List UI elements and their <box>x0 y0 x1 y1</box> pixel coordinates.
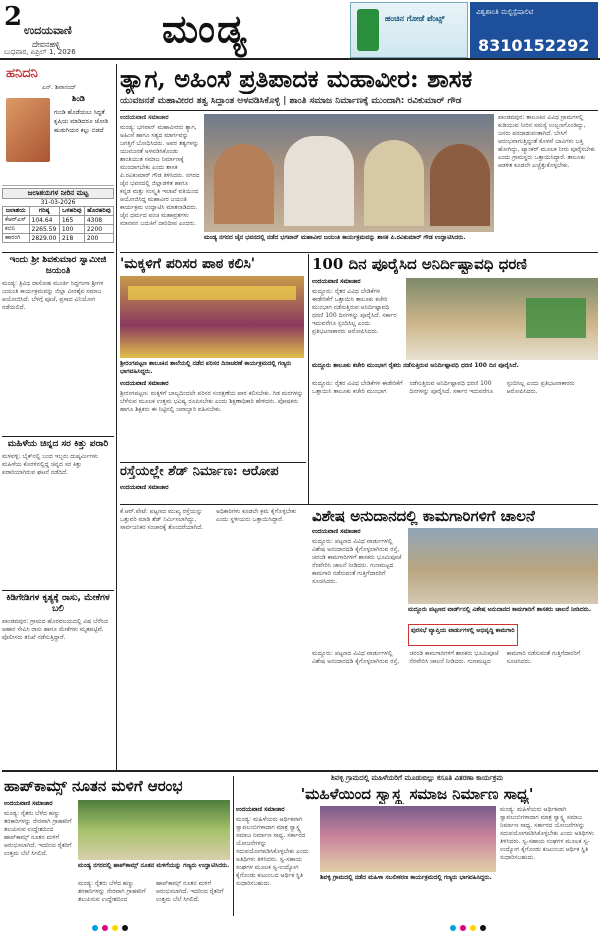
women-body-cont: ಮಂಡ್ಯ: ಮಹಿಳೆಯರು ಆರ್ಥಿಕವಾಗಿ ಸ್ವಾವಲಂಬಿಗಳಾದಾಗ ಮಾತ್ರ ಸ್ವಾಸ್ಥ್ಯ ಸಮಾಜ ನಿರ್ಮಾಣ ಸಾಧ್ಯ. ಸರ್ಕಾರದ ಯೋಜನೆಗಳನ್ನು ಸದುಪಯೋಗಪಡಿಸಿಕೊಳ್ಳಬೇಕು ಎಂದು ಅತಿಥಿಗಳು ತಿಳಿಸಿದರು. ಸ್ವ-ಸಹಾಯ ಸಂಘಗಳ ಮೂಲಕ ಸ್ವ-ಉದ್ಯೋಗ ಕೈಗೊಂಡು ಕುಟುಂಬದ ಆರ್ಥಿಕ ಸ್ಥಿತಿ ಸುಧಾರಿಸಬಹುದು. <box>500 806 594 861</box>
grant-headline: ವಿಶೇಷ ಅನುದಾನದಲ್ಲಿ ಕಾಮಗಾರಿಗಳಿಗೆ ಚಾಲನೆ <box>312 507 535 525</box>
hopcoms-caption: ಮಂಡ್ಯ ನಗರದಲ್ಲಿ ಹಾಪ್‌ಕಾಮ್ಸ್ ನೂತನ ಮಳಿಗೆಯನ್ನು ಗಣ್ಯರು ಉದ್ಘಾಟಿಸಿದರು. <box>78 862 230 869</box>
road-headline: ರಸ್ತೆಯಲ್ಲೇ ಶೆಡ್ ನಿರ್ಮಾಣ: ಆರೋಪ <box>120 462 306 481</box>
masthead-ad-right <box>470 2 598 58</box>
grant-byline: ಉದಯವಾಣಿ ಸಮಾಚಾರ <box>312 528 361 535</box>
edition-city: ದೇವನಹಳ್ಳಿ <box>32 40 60 49</box>
reservoir-table <box>2 206 114 243</box>
left-story-headline: ಇಂದು ಶ್ರೀ ಶಿವಕುಮಾರ ಸ್ವಾಮೀಜಿ ಜಯಂತಿ <box>9 255 107 276</box>
reservoir-header: ಜಲಾಶಯ <box>3 207 30 216</box>
strike-photo <box>406 278 598 360</box>
ad-left-text: ಹಂಚಿನ ಗೋಡೆ ಪೆಂಟ್ಸ್ <box>385 14 445 23</box>
reservoir-header: ಒಳಹರಿವು <box>59 207 84 216</box>
grant-caption: ಮದ್ದೂರು ಪಟ್ಟಣದ ವಾರ್ಡ್‌ನಲ್ಲಿ ವಿಶೇಷ ಅನುದಾನದ ಕಾಮಗಾರಿಗೆ ಶಾಸಕರು ಚಾಲನೆ ನೀಡಿದರು. <box>408 606 592 613</box>
left-story-body: ಪಾಂಡವಪುರ: ಗ್ರಾಮದ ಹೊರವಲಯದಲ್ಲಿ ವಿಷ ಬೆರೆಸಿದ ಆಹಾರ ಸೇವಿಸಿ ರಾಸು ಹಾಗೂ ಮೇಕೆಗಳು ಮೃತಪಟ್ಟಿವೆ. ಪೊಲೀಸರು ತನಿಖೆ ನಡೆಸುತ್ತಿದ್ದಾರೆ. <box>2 618 108 641</box>
table-cell: 165 <box>59 216 84 225</box>
table-row <box>3 234 114 243</box>
honey-box <box>2 64 114 186</box>
registration-marks-left <box>92 916 132 935</box>
ad-phone-number: 8310152292 <box>478 36 590 55</box>
left-story-headline: ಮಹಿಳೆಯ ಚಿನ್ನದ ಸರ ಕಿತ್ತು ಪರಾರಿ <box>7 439 109 449</box>
grant-body: ಮದ್ದೂರು: ಪಟ್ಟಣದ ವಿವಿಧ ವಾರ್ಡುಗಳಲ್ಲಿ ವಿಶೇಷ ಅನುದಾನದಡಿ ಕೈಗೊಳ್ಳಲಾಗಿರುವ ರಸ್ತೆ, ಚರಂಡಿ ಕಾಮಗಾರಿಗಳಿಗೆ ಶಾಸಕರು ಭೂಮಿಪೂಜೆ ನೆರವೇರಿಸಿ ಚಾಲನೆ ನೀಡಿದರು. ಗುಣಮಟ್ಟದ ಕಾಮಗಾರಿ ನಡೆಸುವಂತೆ ಗುತ್ತಿಗೆದಾರರಿಗೆ ಸೂಚಿಸಿದರು. <box>312 538 402 585</box>
women-kicker: ಶಿವಳ್ಳಿ ಗ್ರಾಮದಲ್ಲಿ ಮಹಿಳೆಯರಿಗೆ ಮೂಡುಬಿಲ್ಲು ಕಸೂತಿ ವಿತರಣಾ ಕಾರ್ಯಕ್ರಮ <box>330 774 504 782</box>
ad-right-text: ವಿಶ್ವಶಾಂತಿ ಮಲ್ಟಿಸ್ಪೆಷಾಲಿಟಿ <box>476 8 534 16</box>
women-headline: 'ಮಹಿಳೆಯಿಂದ ಸ್ವಾಸ್ಥ್ಯ ಸಮಾಜ ನಿರ್ಮಾಣ ಸಾಧ್ಯ' <box>300 785 534 803</box>
left-story-1 <box>2 252 114 432</box>
table-cell: ಕೆಆರ್‌ಎಸ್ <box>3 216 30 225</box>
table-cell: 218 <box>59 234 84 243</box>
honey-author: ಎನ್. ಶಿವಾನಂದ್ <box>42 84 77 91</box>
road-byline: ಉದಯವಾಣಿ ಸಮಾಚಾರ <box>120 484 169 491</box>
left-story-2 <box>2 436 114 586</box>
honey-subtitle: ಶಿಂಡಿ <box>72 94 85 103</box>
grant-body-cont: ಮದ್ದೂರು: ಪಟ್ಟಣದ ವಿವಿಧ ವಾರ್ಡುಗಳಲ್ಲಿ ವಿಶೇಷ ಅನುದಾನದಡಿ ಕೈಗೊಳ್ಳಲಾಗಿರುವ ರಸ್ತೆ, ಚರಂಡಿ ಕಾಮಗಾರಿಗಳಿಗೆ ಶಾಸಕರು ಭೂಮಿಪೂಜೆ ನೆರವೇರಿಸಿ ಚಾಲನೆ ನೀಡಿದರು. ಗುಣಮಟ್ಟದ ಕಾಮಗಾರಿ ನಡೆಸುವಂತೆ ಗುತ್ತಿಗೆದಾರರಿಗೆ ಸೂಚಿಸಿದರು. <box>312 650 581 665</box>
rule <box>120 252 598 253</box>
lead-byline: ಉದಯವಾಣಿ ಸಮಾಚಾರ <box>120 114 169 121</box>
registration-dot <box>92 925 98 931</box>
registration-dot <box>112 925 118 931</box>
women-caption: ಶಿವಳ್ಳಿ ಗ್ರಾಮದಲ್ಲಿ ನಡೆದ ಮಹಿಳಾ ಸಬಲೀಕರಣ ಕಾರ್ಯಕ್ರಮದಲ್ಲಿ ಗಣ್ಯರು ಭಾಗವಹಿಸಿದ್ದರು. <box>320 874 492 881</box>
registration-dot <box>480 925 486 931</box>
lead-headline: ತ್ಯಾಗ, ಅಹಿಂಸೆ ಪ್ರತಿಪಾದಕ ಮಹಾವೀರ: ಶಾಸಕ <box>120 64 473 93</box>
masthead <box>0 0 600 60</box>
lead-subhead: ಯುವಜನತೆ ಮಹಾವೀರರ ತತ್ವ ಸಿದ್ಧಾಂತ ಅಳವಡಿಸಿಕೊಳ್ಳಿ | ಶಾಂತಿ ಸಮಾಜ ನಿರ್ಮಾಣಕ್ಕೆ ಮುಂದಾಗಿ: ರವಿಕುಮಾರ್ ಗೌಡ <box>120 96 462 106</box>
person-figure <box>284 136 354 226</box>
strike-body-cont: ಮದ್ದೂರು: ರೈತರ ವಿವಿಧ ಬೇಡಿಕೆಗಳ ಈಡೇರಿಕೆಗೆ ಒತ್ತಾಯಿಸಿ ತಾಲೂಕು ಕಚೇರಿ ಮುಂಭಾಗ ನಡೆಸುತ್ತಿರುವ ಅನಿರ್ದಿಷ್ಟಾವಧಿ ಧರಣಿ 100 ದಿನಗಳನ್ನು ಪೂರೈಸಿದೆ. ಸರ್ಕಾರ ಇದುವರೆಗೂ ಸ್ಪಂದಿಸಿಲ್ಲ ಎಂದು ಪ್ರತಿಭಟನಾಕಾರರು ಆರೋಪಿಸಿದರು. <box>312 380 575 395</box>
rule <box>120 110 598 111</box>
column-rule <box>233 776 234 916</box>
flag-shape <box>526 298 586 338</box>
left-story-3 <box>2 590 114 768</box>
table-cell: 200 <box>84 234 113 243</box>
column-rule <box>308 254 309 504</box>
left-story-body: ಮಂಡ್ಯ: ತ್ರಿವಿಧ ದಾಸೋಹ ಮೂರ್ತಿ ಸಿದ್ದಗಂಗಾ ಶ್ರೀಗಳ ಜಯಂತಿ ಕಾರ್ಯಕ್ರಮವನ್ನು ಜಿಲ್ಲಾ ವೀರಶೈವ ಸಮಾಜ ಆಯೋಜಿಸಿದೆ. ಬೆಳಗ್ಗೆ ಪೂಜೆ, ಪ್ರಸಾದ ವಿನಿಯೋಗ ನಡೆಯಲಿದೆ. <box>2 280 104 311</box>
section-title: ಮಂಡ್ಯ <box>162 6 249 51</box>
env-photo <box>120 276 304 358</box>
reservoir-header: ಹೊರಹರಿವು <box>84 207 113 216</box>
page-number: 2 <box>4 2 23 32</box>
person-figure <box>214 144 274 224</box>
table-cell: 2829.00 <box>29 234 59 243</box>
env-caption: ಶ್ರೀರಂಗಪಟ್ಟಣ ತಾಲೂಕಿನ ಶಾಲೆಯಲ್ಲಿ ನಡೆದ ಪರಿಸರ ದಿನಾಚರಣೆ ಕಾರ್ಯಕ್ರಮದಲ್ಲಿ ಗಣ್ಯರು ಭಾಗವಹಿಸಿದ್ದರು. <box>120 360 292 375</box>
person-figure <box>364 140 424 226</box>
hopcoms-body-cont: ಮಂಡ್ಯ: ರೈತರು ಬೆಳೆದ ಹಣ್ಣು ತರಕಾರಿಗಳನ್ನು ನೇರವಾಗಿ ಗ್ರಾಹಕರಿಗೆ ತಲುಪಿಸುವ ಉದ್ದೇಶದಿಂದ ಹಾಪ್‌ಕಾಮ್ಸ್ ನೂತನ ಮಳಿಗೆ ಆರಂಭಿಸಲಾಗಿದೆ. ಇದರಿಂದ ರೈತರಿಗೆ ಉತ್ತಮ ಬೆಲೆ ಸಿಗಲಿದೆ. <box>78 880 224 903</box>
paint-can-icon <box>357 9 379 51</box>
registration-dot <box>470 925 476 931</box>
strike-headline: 100 ದಿನ ಪೂರೈಸಿದ ಅನಿರ್ದಿಷ್ಟಾವಧಿ ಧರಣಿ <box>312 255 527 273</box>
strike-byline: ಉದಯವಾಣಿ ಸಮಾಚಾರ <box>312 278 361 285</box>
table-cell: 100 <box>59 225 84 234</box>
hopcoms-byline: ಉದಯವಾಣಿ ಸಮಾಚಾರ <box>4 800 53 807</box>
registration-dot <box>450 925 456 931</box>
hopcoms-body: ಮಂಡ್ಯ: ರೈತರು ಬೆಳೆದ ಹಣ್ಣು ತರಕಾರಿಗಳನ್ನು ನೇರವಾಗಿ ಗ್ರಾಹಕರಿಗೆ ತಲುಪಿಸುವ ಉದ್ದೇಶದಿಂದ ಹಾಪ್‌ಕಾಮ್ಸ್ ನೂತನ ಮಳಿಗೆ ಆರಂಭಿಸಲಾಗಿದೆ. ಇದರಿಂದ ರೈತರಿಗೆ ಉತ್ತಮ ಬೆಲೆ ಸಿಗಲಿದೆ. <box>4 810 72 857</box>
registration-dot <box>102 925 108 931</box>
rule <box>120 504 598 505</box>
table-row <box>3 216 114 225</box>
honey-poem: ಗುಂಡಿ ಹೊಡೆಯಲು ಸಿದ್ಧತೆ ಕೃಷಿಯ ಮಾಡಿದರೂ ಜೋಡಿ ಹುಡುಗಿಯರ ಕಲ್ಲು ಬಿಡದೆ <box>54 109 109 134</box>
table-cell: 2200 <box>84 225 113 234</box>
column-rule <box>116 64 117 770</box>
paper-name: ಉದಯವಾಣಿ <box>24 24 72 37</box>
women-body: ಮಂಡ್ಯ: ಮಹಿಳೆಯರು ಆರ್ಥಿಕವಾಗಿ ಸ್ವಾವಲಂಬಿಗಳಾದಾಗ ಮಾತ್ರ ಸ್ವಾಸ್ಥ್ಯ ಸಮಾಜ ನಿರ್ಮಾಣ ಸಾಧ್ಯ. ಸರ್ಕಾರದ ಯೋಜನೆಗಳನ್ನು ಸದುಪಯೋಗಪಡಿಸಿಕೊಳ್ಳಬೇಕು ಎಂದು ಅತಿಥಿಗಳು ತಿಳಿಸಿದರು. ಸ್ವ-ಸಹಾಯ ಸಂಘಗಳ ಮೂಲಕ ಸ್ವ-ಉದ್ಯೋಗ ಕೈಗೊಂಡು ಕುಟುಂಬದ ಆರ್ಥಿಕ ಸ್ಥಿತಿ ಸುಧಾರಿಸಬಹುದು. <box>236 816 309 887</box>
registration-dot <box>122 925 128 931</box>
strike-body: ಮದ್ದೂರು: ರೈತರ ವಿವಿಧ ಬೇಡಿಕೆಗಳ ಈಡೇರಿಕೆಗೆ ಒತ್ತಾಯಿಸಿ ತಾಲೂಕು ಕಚೇರಿ ಮುಂಭಾಗ ನಡೆಸುತ್ತಿರುವ ಅನಿರ್ದಿಷ್ಟಾವಧಿ ಧರಣಿ 100 ದಿನಗಳನ್ನು ಪೂರೈಸಿದೆ. ಸರ್ಕಾರ ಇದುವರೆಗೂ ಸ್ಪಂದಿಸಿಲ್ಲ ಎಂದು ಪ್ರತಿಭಟನಾಕಾರರು ಆರೋಪಿಸಿದರು. <box>312 288 397 335</box>
women-byline: ಉದಯವಾಣಿ ಸಮಾಚಾರ <box>236 806 285 813</box>
left-story-headline: ಕಿಡಿಗೇಡಿಗಳ ಕೃತ್ಯಕ್ಕೆ ರಾಸು, ಮೇಕೆಗಳ ಬಲಿ <box>6 593 110 614</box>
registration-dot <box>460 925 466 931</box>
lead-photo <box>204 114 494 232</box>
table-row <box>3 225 114 234</box>
masthead-ad-left <box>350 2 468 58</box>
env-body: ಶ್ರೀರಂಗಪಟ್ಟಣ: ಮಕ್ಕಳಿಗೆ ಬಾಲ್ಯದಿಂದಲೇ ಪರಿಸರ ಸಂರಕ್ಷಣೆಯ ಪಾಠ ಕಲಿಸಬೇಕು. ಗಿಡ ಮರಗಳನ್ನು ಬೆಳೆಸುವ ಮೂಲಕ ಉತ್ತಮ ಭವಿಷ್ಯ ರೂಪಿಸಬೇಕು ಎಂದು ಶಿಕ್ಷಣಾಧಿಕಾರಿ ಹೇಳಿದರು. ಪೋಷಕರು ಹಾಗೂ ಶಿಕ್ಷಕರು ಈ ನಿಟ್ಟಿನಲ್ಲಿ ಜವಾಬ್ದಾರಿ ವಹಿಸಬೇಕು. <box>120 390 304 413</box>
grant-highlight-box: ಪುರಸಭೆ ವ್ಯಾಪ್ತಿಯ ವಾರ್ಡುಗಳಲ್ಲಿ ಅಭಿವೃದ್ಧಿ ಕಾಮಗಾರಿ <box>408 624 518 646</box>
hopcoms-photo <box>78 800 230 860</box>
reservoir-date: 31-03-2026 <box>40 199 76 206</box>
table-cell: ಹಾರಂಗಿ <box>3 234 30 243</box>
women-photo <box>320 806 496 872</box>
honey-title: ಹನಿದನಿ <box>6 66 38 81</box>
left-story-body: ಮಳವಳ್ಳಿ: ಬೈಕ್‌ನಲ್ಲಿ ಬಂದ ಇಬ್ಬರು ದುಷ್ಕರ್ಮಿಗಳು ಮಹಿಳೆಯ ಕೊರಳಿನಲ್ಲಿದ್ದ ಚಿನ್ನದ ಸರ ಕಿತ್ತು ಪರಾರಿಯಾಗಿರುವ ಘಟನೆ ನಡೆದಿದೆ. <box>2 453 98 476</box>
table-cell: ಕಬಿನಿ <box>3 225 30 234</box>
right-column-text: ಪಾಂಡವಪುರ: ತಾಲೂಕಿನ ವಿವಿಧ ಗ್ರಾಮಗಳಲ್ಲಿ ಕುಡಿಯುವ ನೀರಿನ ಸಮಸ್ಯೆ ಉಲ್ಬಣಗೊಂಡಿದ್ದು, ಜನರು ಪರದಾಡುವಂತಾಗಿದೆ. ಬೇಸಿಗೆ ಆರಂಭವಾಗುತ್ತಿದ್ದಂತೆ ಕೊಳವೆ ಬಾವಿಗಳು ಬತ್ತಿ ಹೋಗಿದ್ದು, ಟ್ಯಾಂಕರ್ ಮೂಲಕ ನೀರು ಪೂರೈಸಬೇಕು ಎಂದು ಗ್ರಾಮಸ್ಥರು ಒತ್ತಾಯಿಸಿದ್ದಾರೆ. ತಾಲೂಕು ಆಡಳಿತ ಕೂಡಲೇ ಎಚ್ಚೆತ್ತುಕೊಳ್ಳಬೇಕು. <box>498 114 596 169</box>
strike-caption: ಮದ್ದೂರು ತಾಲೂಕು ಕಚೇರಿ ಮುಂಭಾಗ ರೈತರು ನಡೆಸುತ್ತಿರುವ ಅನಿರ್ದಿಷ್ಟಾವಧಿ ಧರಣಿ 100 ದಿನ ಪೂರೈಸಿದೆ. <box>312 362 519 369</box>
registration-marks-right <box>450 916 490 935</box>
edition-date: ಬುಧವಾರ, ಏಪ್ರಿಲ್ 1, 2026 <box>4 48 76 56</box>
lead-caption: ಮಂಡ್ಯ ನಗರದ ಜೈನ ಭವನದಲ್ಲಿ ನಡೆದ ಭಗವಾನ್ ಮಹಾವೀರ ಜಯಂತಿ ಕಾರ್ಯಕ್ರಮವನ್ನು ಶಾಸಕ ಪಿ.ರವಿಕುಮಾರ್ ಗೌಡ ಉದ್ಘಾಟಿಸಿದರು. <box>204 234 466 241</box>
rule <box>2 770 598 772</box>
table-cell: 4308 <box>84 216 113 225</box>
banner-shape <box>128 286 296 300</box>
hopcoms-headline: ಹಾಪ್‌ಕಾಮ್ಸ್ ನೂತನ ಮಳಿಗೆ ಆರಂಭ <box>4 777 183 795</box>
grant-photo <box>408 528 598 604</box>
lead-body-col-1: ಮಂಡ್ಯ: ಭಗವಾನ್ ಮಹಾವೀರರು ತ್ಯಾಗ, ಅಹಿಂಸೆ ಹಾಗೂ ಸತ್ಯದ ಮಾರ್ಗವನ್ನು ಜಗತ್ತಿಗೆ ಬೋಧಿಸಿದರು. ಅವರ ತತ್ವಗಳನ್ನು ಯುವಜನತೆ ಅಳವಡಿಸಿಕೊಂಡು ಶಾಂತಿಯುತ ಸಮಾಜ ನಿರ್ಮಾಣಕ್ಕೆ ಮುಂದಾಗಬೇಕು ಎಂದು ಶಾಸಕ ಪಿ.ರವಿಕುಮಾರ್ ಗೌಡ ತಿಳಿಸಿದರು. ನಗರದ ಜೈನ ಭವನದಲ್ಲಿ ಜಿಲ್ಲಾಡಳಿತ ಹಾಗೂ ಕನ್ನಡ ಮತ್ತು ಸಂಸ್ಕೃತಿ ಇಲಾಖೆ ವತಿಯಿಂದ ಆಯೋಜಿಸಿದ್ದ ಮಹಾವೀರ ಜಯಂತಿ ಕಾರ್ಯಕ್ರಮ ಉದ್ಘಾಟಿಸಿ ಮಾತನಾಡಿದರು. ಜೈನ ಧರ್ಮದ ಪಂಚ ಮಹಾವ್ರತಗಳು ಮಾನವನ ಬದುಕಿಗೆ ದಾರಿದೀಪ ಎಂದರು. <box>120 124 200 227</box>
person-figure <box>430 144 490 226</box>
reservoir-header: ಗರಿಷ್ಠ <box>29 207 59 216</box>
env-headline: 'ಮಕ್ಕಳಿಗೆ ಪರಿಸರ ಪಾಠ ಕಲಿಸಿ' <box>120 256 256 272</box>
table-cell: 104.64 <box>29 216 59 225</box>
honey-illustration <box>6 98 50 162</box>
road-body: ಕೆ.ಆರ್.ಪೇಟೆ: ಪಟ್ಟಣದ ಮುಖ್ಯ ರಸ್ತೆಯನ್ನು ಒತ್ತುವರಿ ಮಾಡಿ ಶೆಡ್ ನಿರ್ಮಿಸಲಾಗಿದ್ದು, ಸಾರ್ವಜನಿಕರ ಸಂಚಾರಕ್ಕೆ ತೊಂದರೆಯಾಗಿದೆ. ಅಧಿಕಾರಿಗಳು ಕೂಡಲೇ ಕ್ರಮ ಕೈಗೊಳ್ಳಬೇಕು ಎಂದು ಸ್ಥಳೀಯರು ಒತ್ತಾಯಿಸಿದ್ದಾರೆ. <box>120 508 297 531</box>
reservoir-title: ಜಲಾಶಯಗಳ ನೀರಿನ ಮಟ್ಟ <box>2 188 114 199</box>
table-cell: 2265.59 <box>29 225 59 234</box>
reservoir-box <box>2 188 114 248</box>
env-byline: ಉದಯವಾಣಿ ಸಮಾಚಾರ <box>120 380 169 387</box>
